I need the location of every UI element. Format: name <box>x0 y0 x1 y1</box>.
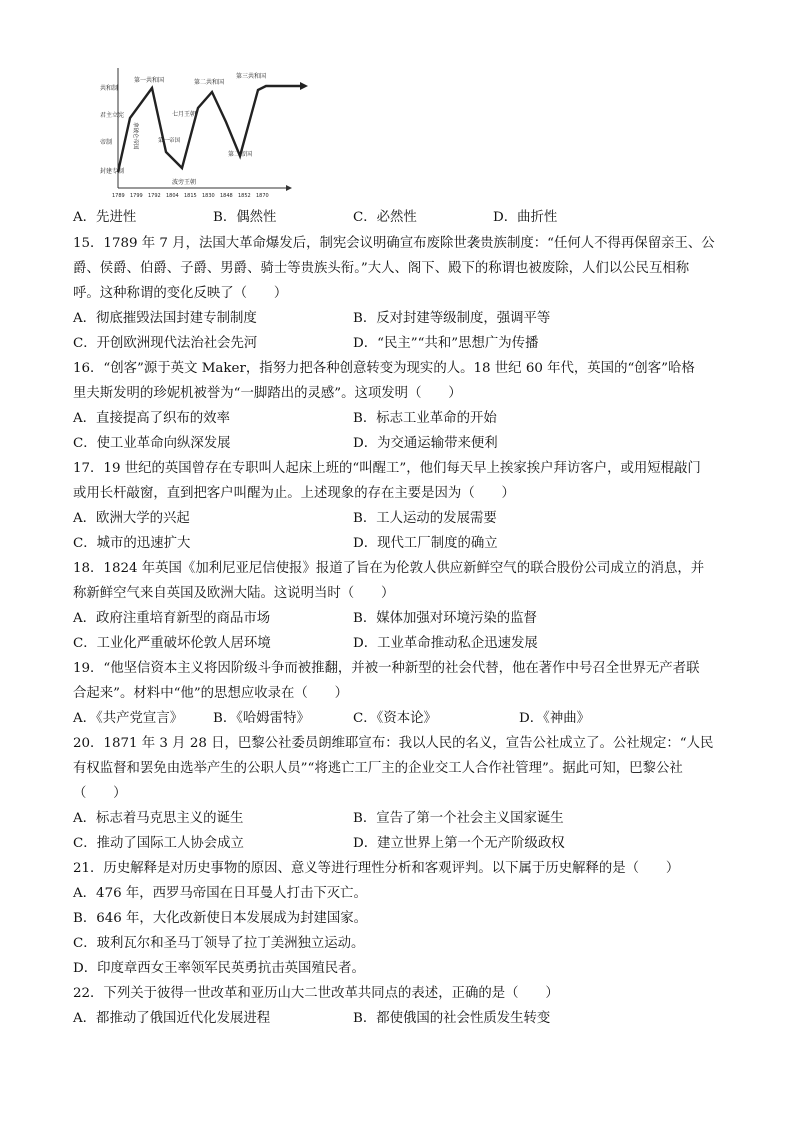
q18-stem-line-1: 18．1824 年英国《加利尼亚尼信使报》报道了旨在为伦敦人供应新鲜空气的联合股份公司成立的消息，并 <box>73 561 705 576</box>
q20-option-a: A．标志着马克思主义的诞生 <box>73 811 244 826</box>
q14-option-d: D．曲折性 <box>493 210 558 225</box>
q22-option-a: A．都推动了俄国近代化发展进程 <box>73 1011 271 1026</box>
q21-option-b: B．646 年，大化改新使日本发展成为封建国家。 <box>73 911 368 926</box>
q19-option-b: B．《哈姆雷特》 <box>213 711 310 726</box>
q14-option-c: C．必然性 <box>353 210 417 225</box>
q18-option-a: A．政府注重培育新型的商品市场 <box>73 611 271 626</box>
q17-option-b: B．工人运动的发展需要 <box>353 511 497 526</box>
q18-option-d: D．工业革命推动私企迅速发展 <box>353 636 538 651</box>
q21-option-c: C．玻利瓦尔和圣马丁领导了拉丁美洲独立运动。 <box>73 936 365 951</box>
q15-option-c: C．开创欧洲现代法治社会先河 <box>73 336 258 351</box>
q21-option-a: A．476 年，西罗马帝国在日耳曼人打击下灭亡。 <box>73 886 367 901</box>
regime-change-chart <box>100 60 320 200</box>
q16-option-d: D．为交通运输带来便利 <box>353 436 498 451</box>
y-label-feudal: 封建专制 <box>100 168 125 175</box>
q14-option-a: A．先进性 <box>73 210 137 225</box>
q15-stem-line-2: 爵、侯爵、伯爵、子爵、男爵、骑士等贵族头衔。”大人、阁下、殿下的称谓也被废除，人们以公民互相称 <box>73 261 690 276</box>
x-label-1870: 1870 <box>256 193 269 199</box>
q17-option-c: C．城市的迅速扩大 <box>73 536 191 551</box>
q16-option-b: B．标志工业革命的开始 <box>353 411 497 426</box>
q22-option-b: B．都使俄国的社会性质发生转变 <box>353 1011 551 1026</box>
q17-option-a: A．欧洲大学的兴起 <box>73 511 190 526</box>
annotation-july-monarchy: 七月王朝 <box>172 111 197 118</box>
x-axis-arrow <box>286 185 292 191</box>
q20-option-c: C．推动了国际工人协会成立 <box>73 836 244 851</box>
y-label-republic: 共和制 <box>100 85 119 92</box>
q15-option-a: A．彻底摧毁法国封建专制制度 <box>73 311 257 326</box>
q16-option-c: C．使工业革命向纵深发展 <box>73 436 231 451</box>
q19-option-a: A．《共产党宣言》 <box>73 711 184 726</box>
x-label-1792: 1792 <box>148 193 161 199</box>
x-label-1848: 1848 <box>220 193 233 199</box>
q20-stem-line-2: 有权监督和罢免由选举产生的公职人员”“将逃亡工厂主的企业交工人合作社管理”。据此可知，巴黎公社 <box>73 761 683 776</box>
q20-option-b: B．宣告了第一个社会主义国家诞生 <box>353 811 564 826</box>
q20-stem-line-3: （ ） <box>73 786 127 801</box>
q19-option-c: C．《资本论》 <box>353 711 437 726</box>
x-label-1799: 1799 <box>130 193 143 199</box>
regime-line <box>118 86 300 172</box>
q18-stem-line-2: 称新鲜空气来自英国及欧洲大陆。这说明当时（ ） <box>73 586 395 601</box>
q16-stem-line-1: 16．“创客”源于英文 Maker，指努力把各种创意转变为现实的人。18 世纪 60 年代，英国的“创客”哈格 <box>73 361 695 376</box>
q15-stem-line-3: 呼。这种称谓的变化反映了（ ） <box>73 286 288 301</box>
q20-option-d: D．建立世界上第一个无产阶级政权 <box>353 836 565 851</box>
annotation-first-empire: 第一帝国 <box>158 138 181 144</box>
q21-stem-line-1: 21．历史解释是对历史事物的原因、意义等进行理性分析和客观评判。以下属于历史解释的是（ ） <box>73 861 680 876</box>
regime-chart-svg <box>100 60 320 200</box>
annotation-second-empire: 第二帝国 <box>228 151 253 158</box>
q14-option-b: B．偶然性 <box>213 210 277 225</box>
x-label-1815: 1815 <box>184 193 197 199</box>
q19-stem-line-1: 19．“他坚信资本主义将因阶级斗争而被推翻，并被一种新型的社会代替，他在著作中号召全世界无产者联 <box>73 661 700 676</box>
annotation-first-republic: 第一共和国 <box>134 77 165 84</box>
q17-stem-line-1: 17．19 世纪的英国曾存在专职叫人起床上班的“叫醒工”，他们每天早上挨家挨户拜访客户，或用短棍敲门 <box>73 461 701 476</box>
q19-option-d: D．《神曲》 <box>519 711 590 726</box>
q16-option-a: A．直接提高了织布的效率 <box>73 411 230 426</box>
q18-option-b: B．媒体加强对环境污染的监督 <box>353 611 537 626</box>
regime-line-arrow <box>300 82 308 90</box>
q22-stem-line-1: 22．下列关于彼得一世改革和亚历山大二世改革共同点的表述，正确的是（ ） <box>73 986 559 1001</box>
y-label-empire: 帝制 <box>100 139 113 146</box>
x-label-1804: 1804 <box>166 193 179 199</box>
q21-option-d: D．印度章西女王率领军民英勇抗击英国殖民者。 <box>73 961 365 976</box>
q19-stem-line-2: 合起来”。材料中“他”的思想应收录在（ ） <box>73 686 348 701</box>
annotation-third-republic: 第三共和国 <box>236 73 267 80</box>
annotation-napoleon: 拿破仑帝国 <box>132 122 138 150</box>
q16-stem-line-2: 里夫斯发明的珍妮机被誉为“一脚踏出的灵感”。这项发明（ ） <box>73 386 462 401</box>
q17-stem-line-2: 或用长杆敲窗，直到把客户叫醒为止。上述现象的存在主要是因为（ ） <box>73 486 515 501</box>
q15-option-d: D．“民主”“共和”思想广为传播 <box>353 336 539 351</box>
q18-option-c: C．工业化严重破坏伦敦人居环境 <box>73 636 271 651</box>
q20-stem-line-1: 20．1871 年 3 月 28 日，巴黎公社委员朗维耶宣布：我以人民的名义，宣告公社成立了。公社规定：“人民 <box>73 736 714 751</box>
q15-stem-line-1: 15．1789 年 7 月，法国大革命爆发后，制宪会议明确宣布废除世袭贵族制度：“任何人不得再保留亲王、公 <box>73 236 715 251</box>
x-label-1789: 1789 <box>112 193 125 199</box>
q15-option-b: B．反对封建等级制度，强调平等 <box>353 311 551 326</box>
x-label-1830: 1830 <box>202 193 215 199</box>
annotation-second-republic: 第二共和国 <box>194 79 225 86</box>
annotation-bourbon: 波旁王朝 <box>172 179 197 186</box>
y-label-constitutional: 君主立宪 <box>100 112 125 119</box>
q17-option-d: D．现代工厂制度的确立 <box>353 536 498 551</box>
x-label-1852: 1852 <box>238 193 251 199</box>
